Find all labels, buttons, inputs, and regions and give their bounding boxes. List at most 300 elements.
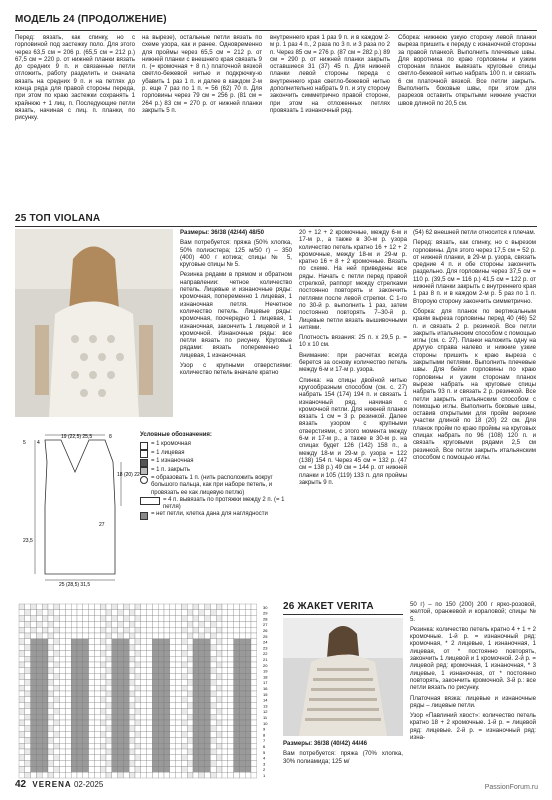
chart-cell — [147, 621, 153, 627]
chart-cell — [83, 668, 89, 674]
chart-cell — [193, 679, 199, 685]
chart-cell — [42, 761, 48, 767]
chart-cell — [48, 674, 54, 680]
chart-cell — [100, 668, 106, 674]
chart-row-number: 17 — [263, 680, 268, 686]
chart-cell — [100, 610, 106, 616]
chart-cell — [181, 720, 187, 726]
chart-cell — [123, 627, 129, 633]
chart-cell — [77, 621, 83, 627]
chart-cell — [106, 633, 112, 639]
chart-cell — [135, 732, 141, 738]
chart-cell — [71, 714, 77, 720]
chart-cell — [83, 766, 89, 772]
chart-cell — [19, 772, 25, 778]
chart-cell — [199, 650, 205, 656]
chart-cell — [77, 650, 83, 656]
chart-cell — [228, 766, 234, 772]
chart-cell — [152, 668, 158, 674]
chart-cell — [199, 656, 205, 662]
chart-cell — [176, 685, 182, 691]
chart-cell — [60, 703, 66, 709]
chart-cell — [205, 662, 211, 668]
chart-cell — [25, 714, 31, 720]
chart-cell — [71, 743, 77, 749]
chart-cell — [36, 633, 42, 639]
chart-cell — [129, 714, 135, 720]
chart-cell — [193, 627, 199, 633]
chart-cell — [239, 668, 245, 674]
chart-cell — [205, 645, 211, 651]
chart-cell — [129, 772, 135, 778]
chart-cell — [54, 656, 60, 662]
chart-cell — [170, 685, 176, 691]
chart-cell — [54, 737, 60, 743]
chart-cell — [89, 627, 95, 633]
chart-cell — [222, 662, 228, 668]
chart-cell — [31, 743, 37, 749]
chart-cell — [187, 674, 193, 680]
chart-cell — [112, 772, 118, 778]
chart-cell — [245, 749, 251, 755]
chart-cell — [170, 668, 176, 674]
chart-cell — [181, 639, 187, 645]
chart-cell — [100, 656, 106, 662]
chart-cell — [216, 697, 222, 703]
chart-cell — [245, 650, 251, 656]
chart-cell — [123, 685, 129, 691]
chart-cell — [234, 674, 240, 680]
chart-cell — [25, 633, 31, 639]
chart-cell — [205, 604, 211, 610]
chart-cell — [83, 743, 89, 749]
chart-cell — [60, 662, 66, 668]
chart-cell — [94, 656, 100, 662]
chart-cell — [25, 662, 31, 668]
chart-cell — [205, 749, 211, 755]
chart-cell — [147, 732, 153, 738]
chart-cell — [123, 639, 129, 645]
chart-cell — [36, 720, 42, 726]
chart-cell — [239, 674, 245, 680]
chart-cell — [141, 726, 147, 732]
chart-cell — [65, 708, 71, 714]
chart-cell — [222, 755, 228, 761]
chart-cell — [170, 772, 176, 778]
chart-cell — [48, 627, 54, 633]
chart-cell — [205, 703, 211, 709]
chart-cell — [152, 662, 158, 668]
chart-cell — [48, 749, 54, 755]
chart-cell — [54, 714, 60, 720]
chart-cell — [158, 743, 164, 749]
chart-cell — [25, 691, 31, 697]
chart-cell — [123, 656, 129, 662]
chart-cell — [106, 737, 112, 743]
chart-cell — [118, 691, 124, 697]
chart-cell — [251, 674, 257, 680]
chart-cell — [100, 633, 106, 639]
chart-cell — [129, 679, 135, 685]
chart-cell — [94, 703, 100, 709]
chart-cell — [25, 627, 31, 633]
chart-cell — [118, 621, 124, 627]
chart-cell — [147, 679, 153, 685]
chart-cell — [129, 662, 135, 668]
chart-cell — [216, 708, 222, 714]
chart-cell — [187, 656, 193, 662]
chart-cell — [193, 656, 199, 662]
chart-row-number: 14 — [263, 697, 268, 703]
chart-cell — [65, 761, 71, 767]
chart-cell — [100, 674, 106, 680]
chart-cell — [193, 720, 199, 726]
chart-cell — [42, 621, 48, 627]
chart-cell — [216, 749, 222, 755]
chart-cell — [239, 616, 245, 622]
chart-cell — [48, 761, 54, 767]
chart-cell — [239, 633, 245, 639]
chart-cell — [164, 703, 170, 709]
chart-cell — [251, 685, 257, 691]
chart-cell — [19, 761, 25, 767]
chart-cell — [193, 621, 199, 627]
chart-cell — [222, 616, 228, 622]
chart-cell — [94, 737, 100, 743]
chart-cell — [42, 662, 48, 668]
chart-cell — [239, 685, 245, 691]
chart-cell — [245, 604, 251, 610]
chart-cell — [141, 737, 147, 743]
chart-cell — [54, 743, 60, 749]
chart-cell — [54, 610, 60, 616]
chart-cell — [36, 668, 42, 674]
chart-cell — [176, 616, 182, 622]
chart-cell — [228, 674, 234, 680]
chart-cell — [193, 674, 199, 680]
chart-cell — [251, 697, 257, 703]
chart-cell — [193, 749, 199, 755]
chart-cell — [42, 650, 48, 656]
chart-cell — [210, 743, 216, 749]
chart-cell — [187, 685, 193, 691]
chart-cell — [83, 772, 89, 778]
chart-cell — [187, 662, 193, 668]
chart-cell — [228, 650, 234, 656]
chart-cell — [199, 766, 205, 772]
chart-cell — [65, 656, 71, 662]
chart-cell — [187, 691, 193, 697]
chart-cell — [31, 679, 37, 685]
chart-cell — [228, 668, 234, 674]
chart-cell — [210, 703, 216, 709]
chart-cell — [152, 720, 158, 726]
chart-cell — [205, 679, 211, 685]
chart-cell — [123, 691, 129, 697]
chart-cell — [77, 732, 83, 738]
chart-cell — [123, 772, 129, 778]
chart-cell — [36, 737, 42, 743]
chart-cell — [71, 685, 77, 691]
model26-col2: 50 г) – по 150 (200) 200 г ярко-розовой, желтой, оранжевой и кораловой; спицы № 5. Резинка: количество петель кратно 4 + 1 + 2 кромочные. 1-й р. = изнаночный ряд: кромочная, * 2 лицевые, 1 изнаночная, 1 лицевая, от * постоянно повторять, закончить 1 лицевой и 1 кромочной. 2-й р. = лицевой ряд: кромочная, 1 изнаночная, * 3 лицевые, 1 изнаночная, от * постоянно повторять, закончить кромочной. 3-й р.: все петли вязать по рисунку. Платочная вязка: лицевые и изнаночные ряды – лицевые петли. Узор «Павлиний хвост»: количество петель кратно 18 + 2 кромочные. 1-й р. = лицевой ряд: лицевые. 2-й р. = изнаночный ряд: изна- — [410, 601, 536, 742]
chart-cell — [251, 662, 257, 668]
chart-cell — [210, 732, 216, 738]
chart-cell — [83, 616, 89, 622]
chart-cell — [239, 772, 245, 778]
chart-cell — [65, 616, 71, 622]
chart-cell — [228, 743, 234, 749]
chart-cell — [164, 755, 170, 761]
chart-cell — [54, 761, 60, 767]
chart-row-number: 13 — [263, 703, 268, 709]
chart-cell — [216, 604, 222, 610]
chart-cell — [94, 685, 100, 691]
chart-cell — [170, 645, 176, 651]
chart-cell — [158, 679, 164, 685]
chart-cell — [118, 755, 124, 761]
chart-cell — [31, 685, 37, 691]
chart-cell — [129, 720, 135, 726]
chart-cell — [94, 650, 100, 656]
chart-cell — [199, 639, 205, 645]
chart-row-number: 27 — [263, 622, 268, 628]
chart-cell — [36, 691, 42, 697]
chart-cell — [31, 645, 37, 651]
chart-cell — [36, 685, 42, 691]
chart-cell — [77, 737, 83, 743]
chart-cell — [65, 639, 71, 645]
chart-cell — [77, 639, 83, 645]
chart-cell — [152, 749, 158, 755]
chart-cell — [36, 766, 42, 772]
chart-cell — [135, 703, 141, 709]
chart-cell — [164, 674, 170, 680]
chart-cell — [210, 755, 216, 761]
chart-cell — [71, 668, 77, 674]
chart-cell — [152, 645, 158, 651]
chart-cell — [89, 674, 95, 680]
chart-cell — [65, 703, 71, 709]
chart-cell — [106, 772, 112, 778]
chart-cell — [147, 726, 153, 732]
chart-cell — [94, 645, 100, 651]
page-footer — [15, 779, 103, 790]
chart-cell — [135, 621, 141, 627]
chart-cell — [71, 749, 77, 755]
chart-cell — [19, 633, 25, 639]
chart-cell — [158, 610, 164, 616]
chart-cell — [71, 627, 77, 633]
chart-cell — [100, 621, 106, 627]
chart-cell — [118, 703, 124, 709]
chart-cell — [42, 639, 48, 645]
chart-cell — [54, 627, 60, 633]
chart-cell — [239, 610, 245, 616]
chart-cell — [83, 679, 89, 685]
chart-cell — [19, 610, 25, 616]
chart-cell — [216, 645, 222, 651]
chart-cell — [19, 737, 25, 743]
chart-cell — [170, 737, 176, 743]
chart-cell — [164, 737, 170, 743]
chart-cell — [147, 668, 153, 674]
chart-cell — [147, 703, 153, 709]
chart-cell — [112, 732, 118, 738]
chart-cell — [170, 691, 176, 697]
chart-cell — [210, 697, 216, 703]
model24-col4: Сборка: нижнюю узкую сторону левой планки выреза пришить к переду с изнаночной стороны за правой планкой. Выполнить плечевые швы. Для воротника по краю горловины и узким сторонам планок вывязать круговые спицы светло-бежевой нитью набрать 100 п. и связать 6 см платочной вязкой. Все петли закрыть. Выполнить боковые швы, при этом для разрезов оставить открытыми нижние участки швов длиной по 20,5 см. — [398, 34, 536, 107]
chart-cell — [176, 749, 182, 755]
chart-cell — [31, 604, 37, 610]
chart-cell — [216, 685, 222, 691]
chart-cell — [210, 685, 216, 691]
chart-cell — [141, 720, 147, 726]
chart-cell — [118, 766, 124, 772]
chart-cell — [205, 720, 211, 726]
chart-cell — [25, 755, 31, 761]
chart-cell — [42, 616, 48, 622]
chart-cell — [106, 755, 112, 761]
chart-cell — [48, 697, 54, 703]
chart-cell — [187, 616, 193, 622]
chart-cell — [83, 639, 89, 645]
chart-cell — [222, 639, 228, 645]
chart-cell — [135, 685, 141, 691]
chart-cell — [129, 708, 135, 714]
model26-rule — [283, 614, 403, 615]
chart-cell — [222, 720, 228, 726]
chart-cell — [60, 761, 66, 767]
chart-cell — [71, 650, 77, 656]
chart-cell — [141, 703, 147, 709]
chart-cell — [19, 679, 25, 685]
chart-cell — [48, 668, 54, 674]
chart-cell — [222, 749, 228, 755]
chart-cell — [199, 714, 205, 720]
chart-cell — [158, 668, 164, 674]
chart-cell — [71, 691, 77, 697]
chart-cell — [222, 604, 228, 610]
chart-cell — [135, 708, 141, 714]
chart-cell — [158, 726, 164, 732]
chart-cell — [42, 668, 48, 674]
chart-cell — [222, 685, 228, 691]
chart-cell — [100, 772, 106, 778]
chart-cell — [65, 685, 71, 691]
chart-cell — [181, 691, 187, 697]
chart-cell — [158, 755, 164, 761]
chart-cell — [19, 627, 25, 633]
chart-cell — [158, 691, 164, 697]
chart-cell — [65, 691, 71, 697]
chart-cell — [19, 674, 25, 680]
chart-cell — [216, 772, 222, 778]
chart-cell — [129, 604, 135, 610]
chart-cell — [216, 743, 222, 749]
chart-cell — [251, 668, 257, 674]
chart-cell — [187, 697, 193, 703]
chart-cell — [245, 639, 251, 645]
chart-cell — [239, 766, 245, 772]
chart-cell — [65, 743, 71, 749]
chart-cell — [100, 732, 106, 738]
chart-cell — [112, 714, 118, 720]
chart-cell — [106, 766, 112, 772]
chart-cell — [19, 662, 25, 668]
chart-cell — [199, 755, 205, 761]
chart-cell — [164, 761, 170, 767]
chart-cell — [112, 621, 118, 627]
model24-col3: внутреннего края 1 раз 9 п. и в каждом 2-м р. 1 раз 4 п., 2 раза по 3 п. и 3 раза по 2 п. Через 85 см = 276 р. (87 см = 282 р.) 89 см = 290 р. от нижней планки закрыть оставшиеся 31 (37) 45 п. Для нижней планки левой стороны переда с внутреннего края светло-бежевой нитью дополнительно набрать 9 п. и эту сторону закончить симметрично правой стороне, при этом на отложенных петлях провязать 1 изнаночный ряд. — [270, 34, 390, 114]
chart-cell — [234, 755, 240, 761]
chart-cell — [54, 732, 60, 738]
chart-cell — [48, 732, 54, 738]
chart-cell — [193, 697, 199, 703]
chart-cell — [199, 645, 205, 651]
chart-cell — [216, 766, 222, 772]
chart-cell — [222, 633, 228, 639]
chart-cell — [31, 732, 37, 738]
model24-title: МОДЕЛЬ 24 (ПРОДОЛЖЕНИЕ) — [15, 14, 167, 25]
chart-cell — [216, 616, 222, 622]
chart-cell — [106, 616, 112, 622]
chart-cell — [187, 645, 193, 651]
chart-cell — [36, 662, 42, 668]
chart-cell — [135, 610, 141, 616]
schema-label-c: 8 — [109, 434, 112, 440]
chart-cell — [123, 749, 129, 755]
chart-cell — [60, 766, 66, 772]
chart-cell — [112, 761, 118, 767]
chart-cell — [31, 668, 37, 674]
chart-cell — [31, 610, 37, 616]
chart-cell — [222, 772, 228, 778]
chart-cell — [54, 755, 60, 761]
chart-cell — [106, 627, 112, 633]
chart-cell — [118, 743, 124, 749]
chart-cell — [141, 656, 147, 662]
chart-cell — [141, 604, 147, 610]
chart-cell — [228, 708, 234, 714]
chart-cell — [71, 674, 77, 680]
chart-cell — [100, 720, 106, 726]
chart-cell — [71, 616, 77, 622]
chart-cell — [25, 761, 31, 767]
chart-cell — [170, 726, 176, 732]
chart-cell — [216, 650, 222, 656]
chart-cell — [118, 610, 124, 616]
chart-cell — [71, 708, 77, 714]
chart-cell — [199, 732, 205, 738]
chart-cell — [77, 697, 83, 703]
chart-cell — [152, 679, 158, 685]
chart-cell — [152, 697, 158, 703]
chart-cell — [245, 732, 251, 738]
chart-cell — [65, 697, 71, 703]
chart-cell — [222, 732, 228, 738]
chart-cell — [158, 627, 164, 633]
chart-cell — [89, 645, 95, 651]
chart-cell — [164, 639, 170, 645]
chart-cell — [60, 621, 66, 627]
chart-cell — [199, 633, 205, 639]
model25-col2: 20 + 12 + 2 кромочные, между 6-м и 17-м р., а также в 30-м р. узора количество петель кратно 16 + 12 + 2 кромочные, между 18-м и 29-м р. кратно 16 + 8 + 2 кромочные. Вязать по схеме. На ней приведены все ряды. Начать с петли перед правой стрелкой, раппорт между стрелками постоянно повторять и закончить петлями после левой стрелки. С 1-го по 30-й р. выполнить 1 раз, затем постоянно повторять 7–30-й р. Лицевые петли вязать вышивочными нитями. Плотность вязания: 25 п. x 29,5 р. = 10 x 10 см. Внимание: при расчетах всегда берется за основу количество петель между 6-м и 17-м р. узора. Спинка: на спицы двойной нитью кругообразным способом (см. с. 27) набрать 154 (174) 194 п. и связать 1 изнаночный ряд, начиная с кромочной петли. Для нижней планки вязать 1 см = 3 р. резинкой. Далее вязать узором с крупными отверстиями, с этого момента между 6-м и 17-м р., а также в 30-м р. на спицах будет 126 (142) 158 п., а между 18-м и 29-м р. узора = 122 (138) 154 п. Через 45 см = 132 р. (47 см = 138 р.) 49 см = 144 р. от нижней планки и 105 (119) 133 п. для проймы закрыть 9 п. — [299, 229, 407, 486]
chart-cell — [158, 616, 164, 622]
chart-cell — [135, 656, 141, 662]
chart-cell — [94, 726, 100, 732]
model24-col1: Перед: вязать, как спинку, но с горловиной под застежку поло. Для этого через 63,5 см = 206 р. (65,5 см = 212 р.) 67,5 см = 220 р. от нижней планки вязать до средних 9 п. и связанные петли отложить, работу разделить и сначала вязать на средних 9 п. и на петлях до конца ряда для правой стороны переда, при этом по краю застежки сохранять 1 крайнюю + 1 лиц. п. Последующие петли вязать, начиная с лиц. п. планки, по рисунку. — [15, 34, 135, 122]
chart-cell — [245, 691, 251, 697]
